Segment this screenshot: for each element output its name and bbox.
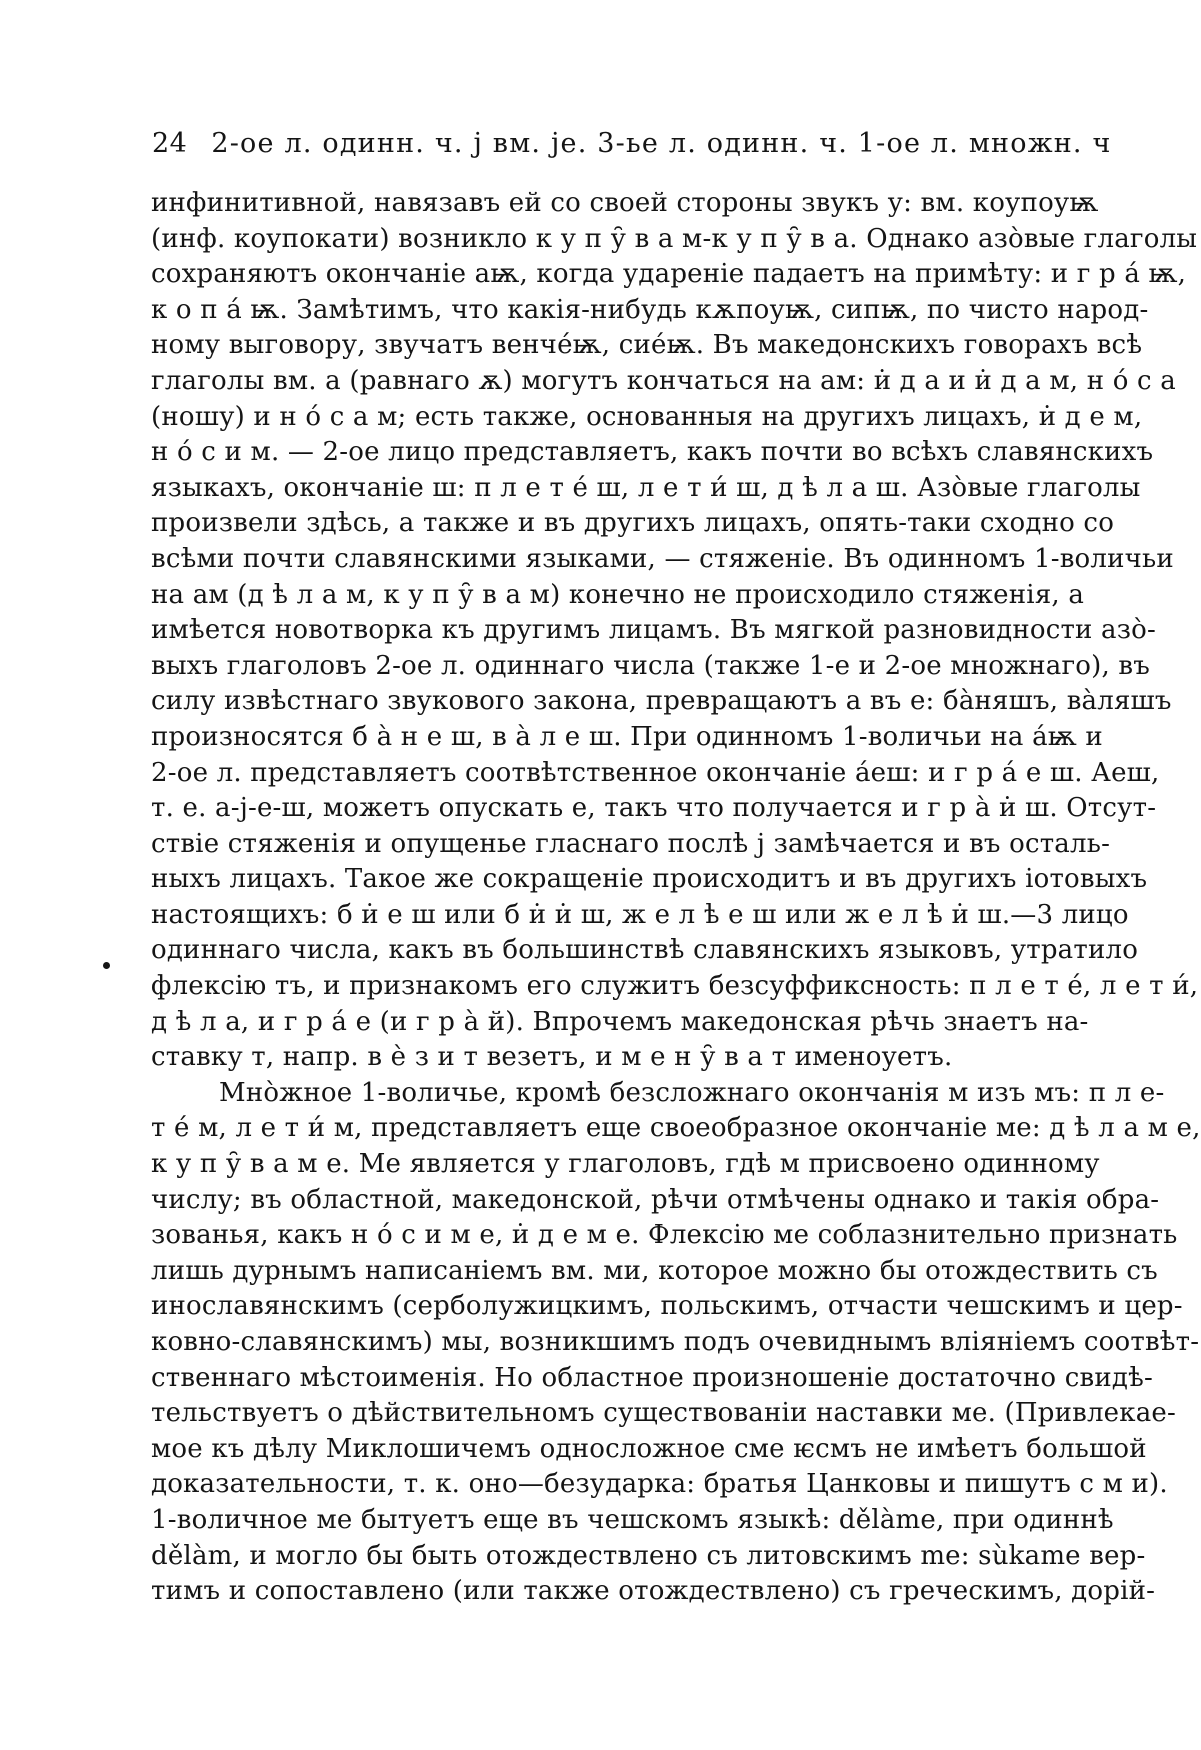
text-line: ковно-славянскимъ) мы, возникшимъ подъ очевиднымъ вліяніемъ соотвѣт- (151, 1327, 1200, 1357)
page-header (152, 128, 1112, 168)
text-line: 2-ое л. представляетъ соотвѣтственное окончаніе а́еш: и г р а́ е ш. Аеш, (151, 757, 1160, 788)
text-line: к о п а́ ѭ. Замѣтимъ, что какія-нибудь кѫпоуѭ, сипѭ, по чисто народ- (151, 294, 1149, 325)
text-line: доказательности, т. к. оно—безударка: братья Цанковы и пишутъ с м и). (151, 1469, 1168, 1500)
text-line: зованья, какъ н о́ с и м е, и̇ д е м е. Флексію ме соблазнительно признать (151, 1220, 1178, 1251)
text-line: силу извѣстнаго звукового закона, превращаютъ а въ е: ба̀няшъ, ва̀ляшъ (151, 686, 1172, 717)
text-line: одиннаго числа, какъ въ большинствѣ славянскихъ языковъ, утратило (151, 935, 1139, 966)
text-line: всѣми почти славянскими языками, — стяженіе. Въ одинномъ 1-воличьи (151, 543, 1174, 574)
text-line: инфинитивной, навязавъ ей со своей стороны звукъ у: вм. коупоуѭ (151, 188, 1099, 218)
text-line: (инф. коупокати) возникло к у п у̑ в а м-к у п у̑ в а. Однако азо̀вые глаголы (151, 223, 1198, 254)
text-line: мое къ дѣлу Миклошичемъ односложное сме ѥсмъ не имѣетъ большой (151, 1433, 1147, 1464)
text-line: имѣется новотворка къ другимъ лицамъ. Въ мягкой разновидности азо̀- (151, 615, 1156, 646)
text-line: 1-воличное ме бытуетъ еще въ чешскомъ языкѣ: dělàme, при одиннѣ (151, 1504, 1114, 1535)
text-line: т е́ м, л е т и́ м, представляетъ еще своеобразное окончаніе ме: д ѣ л а м е, (151, 1113, 1201, 1144)
text-line: инославянскимъ (серболужицкимъ, польскимъ, отчасти чешскимъ и цер- (151, 1291, 1183, 1322)
text-line: ставку т, напр. в ѐ з и т везетъ, и м е н у̑ в а т именоуетъ. (151, 1042, 953, 1073)
body-text (151, 186, 1201, 1607)
text-line: dělàm, и могло бы быть отождествлено съ литовскимъ me: sùkame вер- (151, 1540, 1146, 1571)
text-line: произносятся б а̀ н е ш, в а̀ л е ш. При одинномъ 1-воличьи на а́ѭ и (151, 721, 1103, 752)
text-line: выхъ глаголовъ 2-ое л. одиннаго числа (также 1-е и 2-ое множнаго), въ (151, 650, 1150, 681)
page-number: 24 (152, 128, 188, 159)
text-line: лишь дурнымъ написаніемъ вм. ми, которое можно бы отождествить съ (151, 1255, 1158, 1286)
text-line: тельствуетъ о дѣйствительномъ существованіи наставки ме. (Привлекае- (151, 1398, 1176, 1429)
margin-dot (103, 962, 110, 969)
text-line: Мно̀жное 1-воличье, кромѣ безсложнаго окончанія м изъ мъ: п л е- (219, 1077, 1165, 1108)
text-line: сохраняютъ окончаніе аѭ, когда удареніе падаетъ на примѣту: и г р а́ ѭ, (151, 259, 1187, 290)
text-line: числу; въ областной, македонской, рѣчи отмѣчены однако и такія обра- (151, 1184, 1160, 1215)
text-line: д ѣ л а, и г р а́ е (и г р а̀ й). Впрочемъ македонская рѣчь знаетъ на- (151, 1006, 1089, 1037)
text-line: тимъ и сопоставлено (или также отождествлено) съ греческимъ, дорій- (151, 1576, 1156, 1607)
text-line: ствіе стяженія и опущенье гласнаго послѣ j замѣчается и въ осталь- (151, 828, 1111, 859)
text-line: (ношу) и н о́ с а м; есть также, основанныя на другихъ лицахъ, и̇ д е м, (151, 401, 1143, 432)
text-line: т. е. а-j-е-ш, можетъ опускать е, такъ что получается и г р а̀ и̇ ш. Отсут- (151, 793, 1157, 824)
text-line: флексію тъ, и признакомъ его служитъ безсуффиксность: п л е т е́, л е т и́, (151, 971, 1199, 1002)
text-line: глаголы вм. а (равнаго ѫ) могутъ кончаться на ам: и̇ д а и и̇ д а м, н о́ с а (151, 365, 1176, 396)
text-line: языкахъ, окончаніе ш: п л е т е́ ш, л е т и́ ш, д ѣ л а ш. Азо̀вые глаголы (151, 472, 1141, 503)
text-line: настоящихъ: б и̇ е ш или б и̇ и̇ ш, ж е л ѣ е ш или ж е л ѣ и̇ ш.—3 лицо (151, 899, 1129, 930)
text-line: на ам (д ѣ л а м, к у п у̑ в а м) конечно не происходило стяженія, а (151, 579, 1085, 610)
text-line: ныхъ лицахъ. Такое же сокращеніе происходитъ и въ другихъ іотовыхъ (151, 864, 1148, 895)
text-line: н о́ с и м. — 2-ое лицо представляетъ, какъ почти во всѣхъ славянскихъ (151, 437, 1154, 468)
text-line: ному выговору, звучатъ венче́ѭ, сие́ѭ. Въ македонскихъ говорахъ всѣ (151, 330, 1143, 361)
text-line: к у п у̑ в а м е. Ме является у глаголовъ, гдѣ м присвоено одинному (151, 1149, 1100, 1180)
text-line: ственнаго мѣстоименія. Но областное произношеніе достаточно свидѣ- (151, 1362, 1153, 1393)
running-head: 2-ое л. одинн. ч. j вм. jе. 3-ье л. одинн. ч. 1-ое л. множн. ч (211, 128, 1112, 159)
text-line: произвели здѣсь, а также и въ другихъ лицахъ, опять-таки сходно со (151, 508, 1115, 539)
